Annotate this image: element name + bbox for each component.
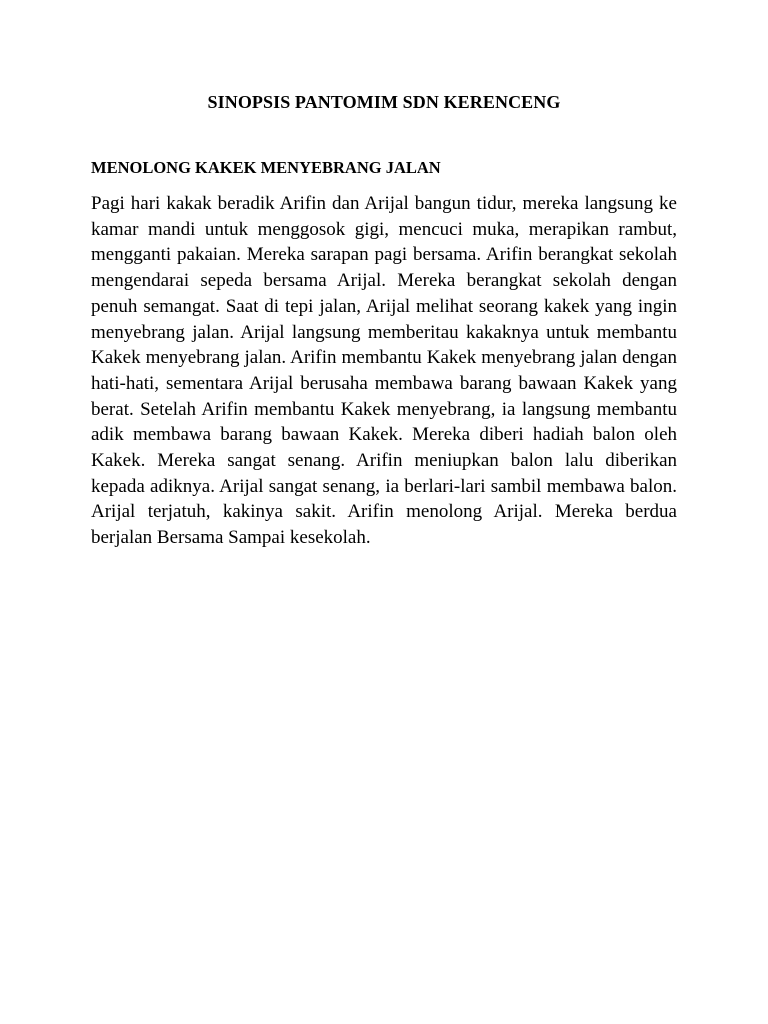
section-heading: MENOLONG KAKEK MENYEBRANG JALAN: [91, 158, 441, 177]
synopsis-paragraph: Pagi hari kakak beradik Arifin dan Arijal bangun tidur, mereka langsung ke kamar mandi untuk menggosok gigi, mencuci muka, merapikan rambut, mengganti pakaian. Mereka sarapan pagi bersama. Arifin berangkat sekolah mengendarai sepeda bersama Arijal. Mereka berangkat sekolah dengan penuh semangat. Saat di tepi jalan, Arijal melihat seorang kakek yang ingin menyebrang jalan. Arijal langsung memberitau kakaknya untuk membantu Kakek menyebrang jalan. Arifin membantu Kakek menyebrang jalan dengan hati-hati, sementara Arijal berusaha membawa barang bawaan Kakek yang berat. Setelah Arifin membantu Kakek menyebrang, ia langsung membantu adik membawa barang bawaan Kakek. Mereka diberi hadiah balon oleh Kakek. Mereka sangat senang. Arifin meniupkan balon lalu diberikan kepada adiknya. Arijal sangat senang, ia berlari-lari sambil membawa balon. Arijal terjatuh, kakinya sakit. Arifin menolong Arijal. Mereka berdua berjalan Bersama Sampai kesekolah.: [91, 193, 677, 549]
document-title: SINOPSIS PANTOMIM SDN KERENCENG: [207, 92, 561, 112]
